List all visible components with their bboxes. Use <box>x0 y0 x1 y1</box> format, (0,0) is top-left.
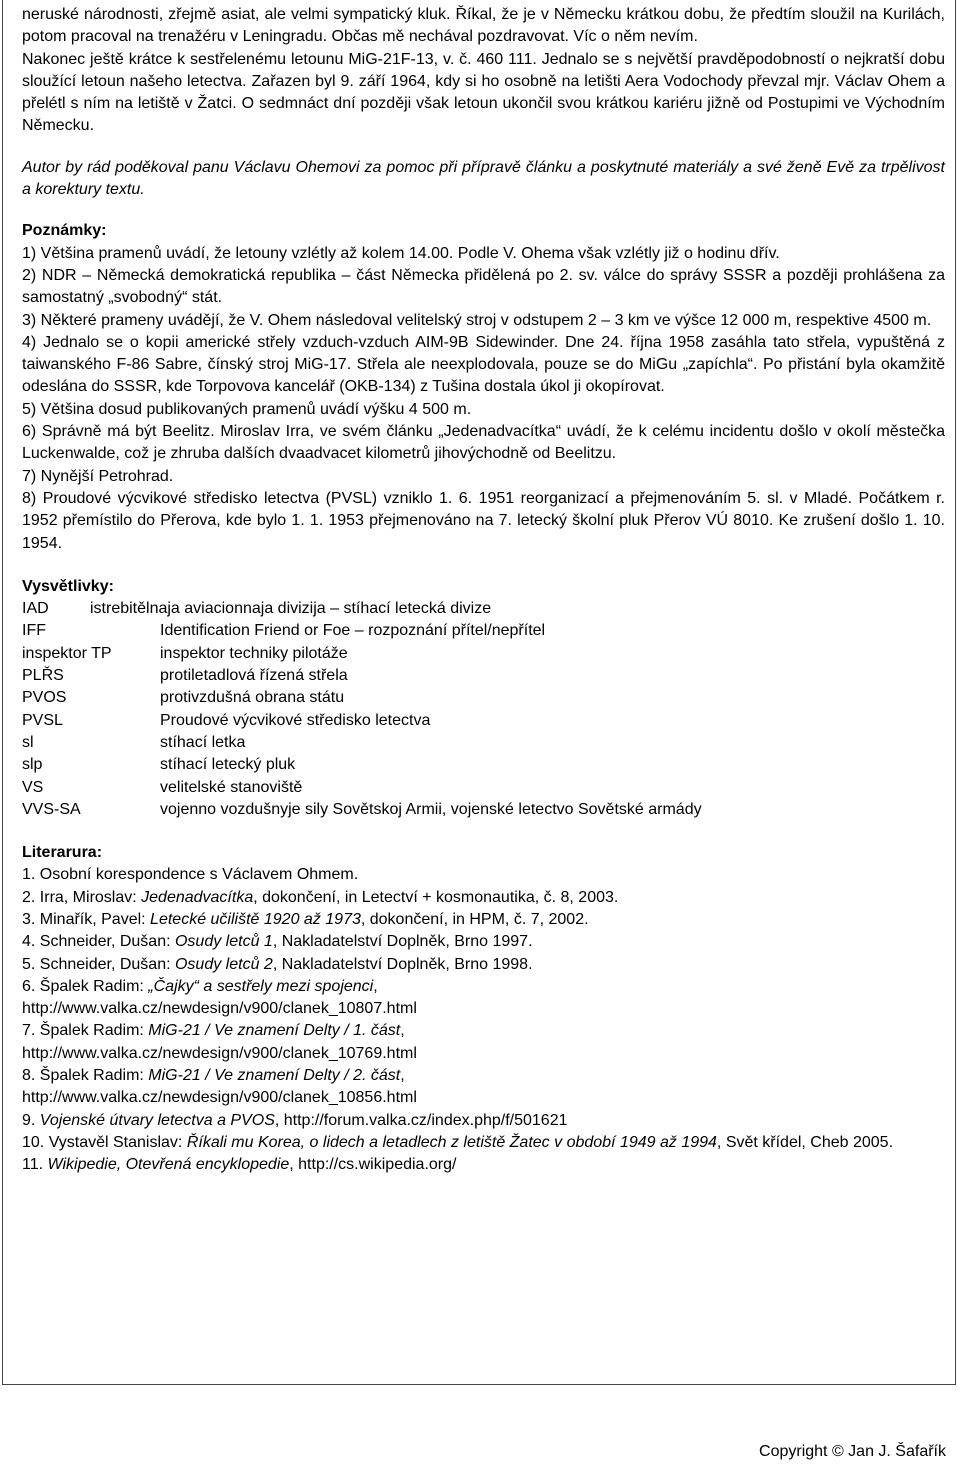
lit-text: , Nakladatelství Doplněk, Brno 1998. <box>272 955 533 973</box>
lit-text: , dokončení, in HPM, č. 7, 2002. <box>360 910 589 928</box>
lit-text: , dokončení, in Letectví + kosmonautika, č. 8, 2003. <box>253 888 619 906</box>
note-item: 7) Nynější Petrohrad. <box>22 467 174 485</box>
lit-title: Vojenské útvary letectva a PVOS <box>39 1111 275 1129</box>
glossary-def: stíhací letecký pluk <box>160 756 296 774</box>
lit-text: 6. Špalek Radim: <box>22 977 149 995</box>
note-item: 3) Některé prameny uvádějí, že V. Ohem následoval velitelský stroj v odstupem 2 – 3 km ve výšce 12 000 m, respektive 4500 m. <box>22 311 932 329</box>
lit-text: 10. Vystavěl Stanislav: <box>22 1133 187 1151</box>
note-item: 8) Proudové výcvikové středisko letectva (PVSL) vzniklo 1. 6. 1951 reorganizací a přejmenováním 5. sl. v Mladé. Počátkem r. 1952 přemístilo do Přerova, kde bylo 1. 1. 1953 přejmenováno na 7. letecký školní pluk Přerov VÚ 8010. Ke zrušení došlo 1. 10. 1954. <box>22 489 945 552</box>
note-item: 5) Většina dosud publikovaných pramenů uvádí výšku 4 500 m. <box>22 400 472 418</box>
lit-text: 2. Irra, Miroslav: <box>22 888 142 906</box>
lit-title: Říkali mu Korea, o lidech a letadlech z letiště Žatec v období 1949 až 1994 <box>186 1133 717 1151</box>
glossary-abbr: IAD <box>22 600 49 618</box>
lit-url: http://www.valka.cz/newdesign/v900/clanek_10807.html <box>22 1000 417 1018</box>
glossary-row <box>22 598 945 620</box>
glossary-abbr: slp <box>22 756 43 774</box>
lit-title: „Čajky“ a sestřely mezi spojenci <box>148 977 374 995</box>
glossary-section <box>22 576 945 821</box>
lit-text: , <box>373 977 378 995</box>
glossary-def: Identification Friend or Foe – rozpoznání přítel/nepřítel <box>160 622 546 640</box>
lit-text: , <box>400 1022 405 1040</box>
lit-text: 11. <box>22 1156 48 1174</box>
lit-title: Osudy letců 1 <box>174 933 273 951</box>
lit-text: , Nakladatelství Doplněk, Brno 1997. <box>272 933 533 951</box>
lit-text: 9. <box>22 1111 40 1129</box>
literature-item <box>22 1065 945 1110</box>
lit-text: 3. Minařík, Pavel: <box>22 910 151 928</box>
glossary-abbr: IFF <box>22 622 46 640</box>
lit-text: 7. Špalek Radim: <box>22 1022 149 1040</box>
paragraph-intro: neruské národnosti, zřejmě asiat, ale velmi sympatický kluk. Říkal, že je v Německu krátkou dobu, že předtím sloužil na Kurilách, potom pracoval na trenažéru v Leningradu. Občas mě nechával pozdravovat. Víc o něm nevím. <box>22 6 945 46</box>
glossary-def: protiletadlová řízená střela <box>160 667 348 685</box>
lit-title: MiG-21 / Ve znamení Delty / 2. část <box>148 1067 401 1085</box>
glossary-row <box>22 732 945 754</box>
literature-item <box>22 1132 945 1154</box>
lit-text: 4. Schneider, Dušan: <box>22 933 175 951</box>
glossary-row <box>22 665 945 687</box>
literature-item <box>22 1110 945 1132</box>
lit-text: 5. Schneider, Dušan: <box>22 955 175 973</box>
glossary-abbr: VVS-SA <box>22 800 81 818</box>
literature-heading: Literarura: <box>22 844 103 862</box>
glossary-def: vojenno vozdušnyje sily Sovětskoj Armii, vojenské letectvo Sovětské armády <box>160 800 702 818</box>
glossary-row <box>22 710 945 732</box>
article-content <box>22 4 945 1177</box>
note-item: 4) Jednalo se o kopii americké střely vzduch-vzduch AIM-9B Sidewinder. Dne 24. října 1958 zasáhla tato střela, vypuštěná z taiwanského F-86 Sabre, čínský stroj MiG-17. Střela ale neexplodovala, pouze se do MiGu „zapíchla“. Po přistání byla okamžitě odeslána do SSSR, kde Torpovova kancelář (OKB-134) z Tušina dostala úkol ji okopírovat. <box>22 333 945 396</box>
lit-text: , http://forum.valka.cz/index.php/f/501621 <box>274 1111 568 1129</box>
notes-heading: Poznámky: <box>22 222 107 240</box>
literature-item <box>22 1154 945 1176</box>
glossary-row <box>22 643 945 665</box>
lit-text: , Svět křídel, Cheb 2005. <box>716 1133 894 1151</box>
literature-item <box>22 976 945 1021</box>
lit-title: MiG-21 / Ve znamení Delty / 1. část <box>148 1022 401 1040</box>
paragraph-aircraft: Nakonec ještě krátce k sestřelenému letounu MiG-21F-13, v. č. 460 111. Jednalo se s největší pravděpodobností o nejkratší dobu sloužící letoun našeho letectva. Zařazen byl 9. září 1964, kdy si ho osobně na letišti Aera Vodochody převzal mjr. Václav Ohem a přelétl s ním na letiště v Žatci. O sedmnáct dní později však letoun ukončil svou krátkou kariéru jižně od Postupimi ve Východním Německu. <box>22 50 945 135</box>
glossary-abbr: PLŘS <box>22 667 64 685</box>
literature-item <box>22 864 945 886</box>
literature-item <box>22 931 945 953</box>
glossary-abbr: VS <box>22 778 44 796</box>
glossary-def: velitelské stanoviště <box>160 778 303 796</box>
glossary-def: protivzdušná obrana státu <box>160 689 345 707</box>
lit-title: Jedenadvacítka <box>141 888 254 906</box>
glossary-row <box>22 687 945 709</box>
lit-text: , http://cs.wikipedia.org/ <box>289 1156 457 1174</box>
note-item: 2) NDR – Německá demokratická republika – část Německa přidělená po 2. sv. válce do správy SSSR a později prohlášena za samostatný „svobodný“ stát. <box>22 266 945 307</box>
note-item: 6) Správně má být Beelitz. Miroslav Irra, ve svém článku „Jedenadvacítka“ uvádí, že k celému incidentu došlo v okolí městečka Luckenwalde, což je zhruba dalších dvaadvacet kilometrů jihovýchodně od Beelitzu. <box>22 423 945 463</box>
glossary-row <box>22 754 945 776</box>
glossary-abbr: PVOS <box>22 689 67 707</box>
lit-text: 1. Osobní korespondence s Václavem Ohmem. <box>22 866 359 884</box>
literature-section <box>22 842 945 1176</box>
lit-text: 8. Špalek Radim: <box>22 1067 149 1085</box>
glossary-abbr: sl <box>22 733 34 751</box>
lit-text: , <box>400 1067 405 1085</box>
glossary-def: inspektor techniky pilotáže <box>160 644 348 662</box>
page-frame <box>2 0 956 1385</box>
lit-url: http://www.valka.cz/newdesign/v900/clanek_10769.html <box>22 1044 417 1062</box>
copyright-notice: Copyright © Jan J. Šafařík <box>759 1443 946 1460</box>
literature-item <box>22 954 945 976</box>
glossary-def: Proudové výcvikové středisko letectva <box>160 711 431 729</box>
glossary-heading: Vysvětlivky: <box>22 577 114 595</box>
notes-section <box>22 220 945 554</box>
glossary-def: istrebitělnaja aviacionnaja divizija – stíhací letecká divize <box>90 600 492 618</box>
glossary-abbr: PVSL <box>22 711 63 729</box>
lit-title: Osudy letců 2 <box>174 955 273 973</box>
note-item: 1) Většina pramenů uvádí, že letouny vzlétly až kolem 14.00. Podle V. Ohema však vzlétly již o hodinu dřív. <box>22 244 780 262</box>
glossary-def: stíhací letka <box>160 733 246 751</box>
acknowledgement: Autor by rád poděkoval panu Václavu Ohemovi za pomoc při přípravě článku a poskytnuté materiály a své ženě Evě za trpělivost a korektury textu. <box>22 158 945 199</box>
literature-item <box>22 1020 945 1065</box>
literature-item <box>22 909 945 931</box>
glossary-row <box>22 620 945 642</box>
glossary-abbr: inspektor TP <box>22 644 112 662</box>
glossary-row <box>22 777 945 799</box>
lit-title: Wikipedie, Otevřená encyklopedie <box>47 1156 290 1174</box>
literature-item <box>22 887 945 909</box>
glossary-row <box>22 799 945 821</box>
lit-title: Letecké učiliště 1920 až 1973 <box>150 910 361 928</box>
lit-url: http://www.valka.cz/newdesign/v900/clanek_10856.html <box>22 1089 417 1107</box>
